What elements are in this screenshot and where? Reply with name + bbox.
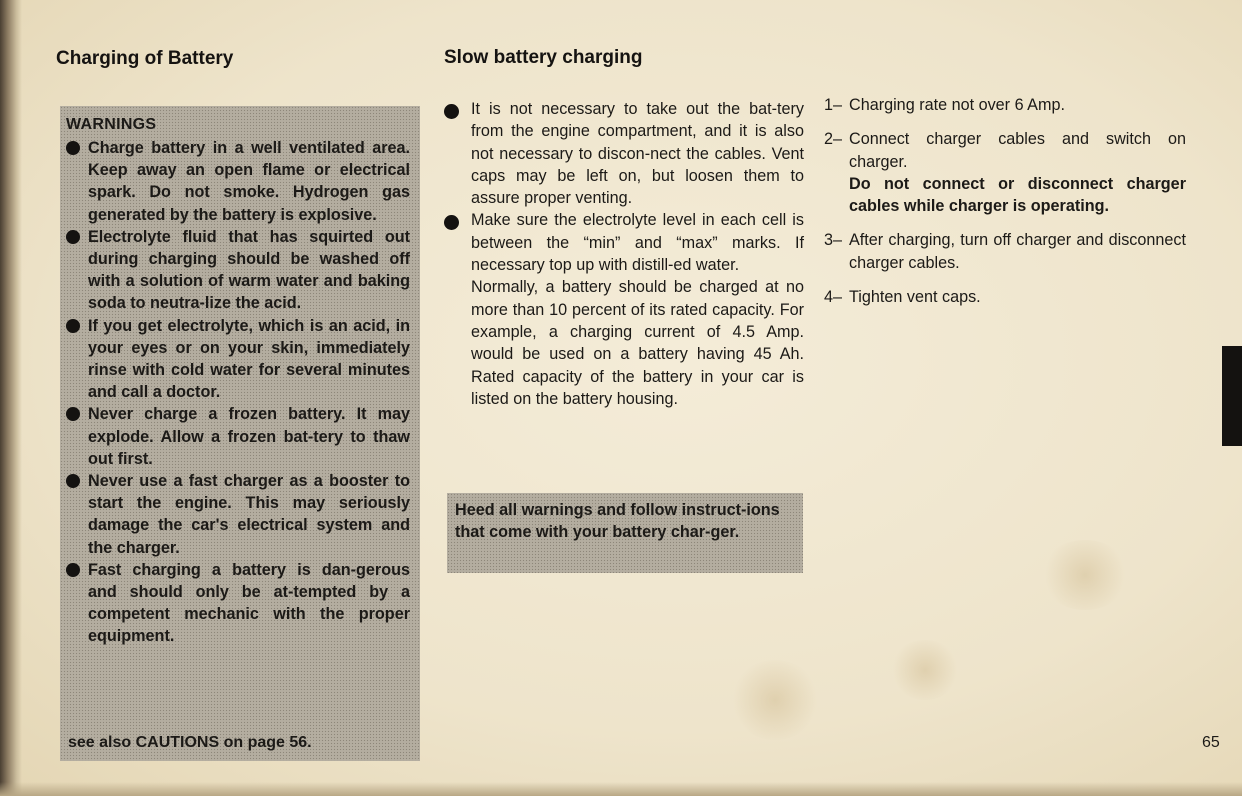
warning-item [66,559,410,648]
warnings-title: WARNINGS [66,116,157,133]
warning-text: If you get electrolyte, which is an acid, in your eyes or on your skin, immediately rinse with cold water for several minutes and call a doctor. [88,316,410,402]
info-bullet [444,98,804,209]
warning-item [66,226,410,315]
step-item [824,94,1186,116]
step-number: 4– [824,288,843,307]
step-text: After charging, turn off charger and disconnect charger cables. [849,231,1186,272]
page-number: 65 [1202,734,1220,751]
warning-item [66,470,410,559]
bullet-icon [66,230,80,244]
page-stain [1040,540,1130,610]
warning-item [66,403,410,470]
charging-steps-column [824,94,1186,320]
bullet-icon [66,141,80,155]
bullet-icon [66,319,80,333]
step-text: Charging rate not over 6 Amp. [849,96,1065,114]
heading-charging-of-battery: Charging of Battery [56,48,234,69]
bullet-text: Make sure the electrolyte level in each cell is between the “min” and “max” marks. If necessary top up with distill-ed water. [471,211,804,275]
step-number: 3– [824,231,843,250]
warning-text: Fast charging a battery is dan-gerous and should only be at-tempted by a competent mechanic with the proper equipment. [88,560,410,646]
warning-item [66,315,410,404]
heed-warnings-box: Heed all warnings and follow instruct-ions that come with your battery char-ger. [447,493,803,573]
bullet-icon [444,104,459,119]
info-bullet [444,209,804,276]
warning-text: Never charge a frozen battery. It may explode. Allow a frozen bat-tery to thaw out first. [88,405,410,468]
step-item [824,128,1186,217]
bullet-icon [66,563,80,577]
step-text: Tighten vent caps. [849,288,981,307]
bullet-icon [66,474,80,488]
step-item [824,229,1186,274]
heading-slow-battery-charging: Slow battery charging [444,47,643,68]
step-number: 2– [824,130,843,149]
slow-charging-column [444,98,804,410]
page-stain [890,640,960,700]
bullet-text: It is not necessary to take out the bat-tery from the engine compartment, and it is also not necessary to discon-nect the cables. Vent caps may be left on, but loosen them to assure proper venting. [471,100,804,208]
step-warning: Do not connect or disconnect charger cables while charger is operating. [849,174,1186,216]
warnings-box [60,106,420,761]
step-number: 1– [824,96,843,114]
page-bottom-edge [0,782,1242,796]
warning-text: Never use a fast charger as a booster to start the engine. This may seriously damage the car's electrical system and the charger. [88,472,410,557]
see-also-reference: see also CAUTIONS on page 56. [68,734,312,751]
capacity-paragraph: Normally, a battery should be charged at no more than 10 percent of its rated capacity. For example, a charging current of 4.5 Amp. would be used on a battery having 45 Ah. Rated capacity of the battery in your car is listed on the battery housing. [471,278,804,408]
warning-text: Electrolyte fluid that has squirted out during charging should be washed off with a solution of warm water and baking soda to neutra-lize the acid. [88,227,410,313]
section-thumb-tab [1222,346,1242,446]
bullet-icon [444,215,459,230]
bullet-icon [66,407,80,421]
step-body [824,128,1186,217]
book-spine-shadow [0,0,22,796]
step-text: Connect charger cables and switch on charger. [849,130,1186,171]
warning-text: Charge battery in a well ventilated area. Keep away an open flame or electrical spark. Do not smoke. Hydrogen gas generated by the battery is explosive. [88,139,410,224]
step-item [824,286,1186,308]
page-stain [730,660,820,740]
warning-item [66,137,410,226]
